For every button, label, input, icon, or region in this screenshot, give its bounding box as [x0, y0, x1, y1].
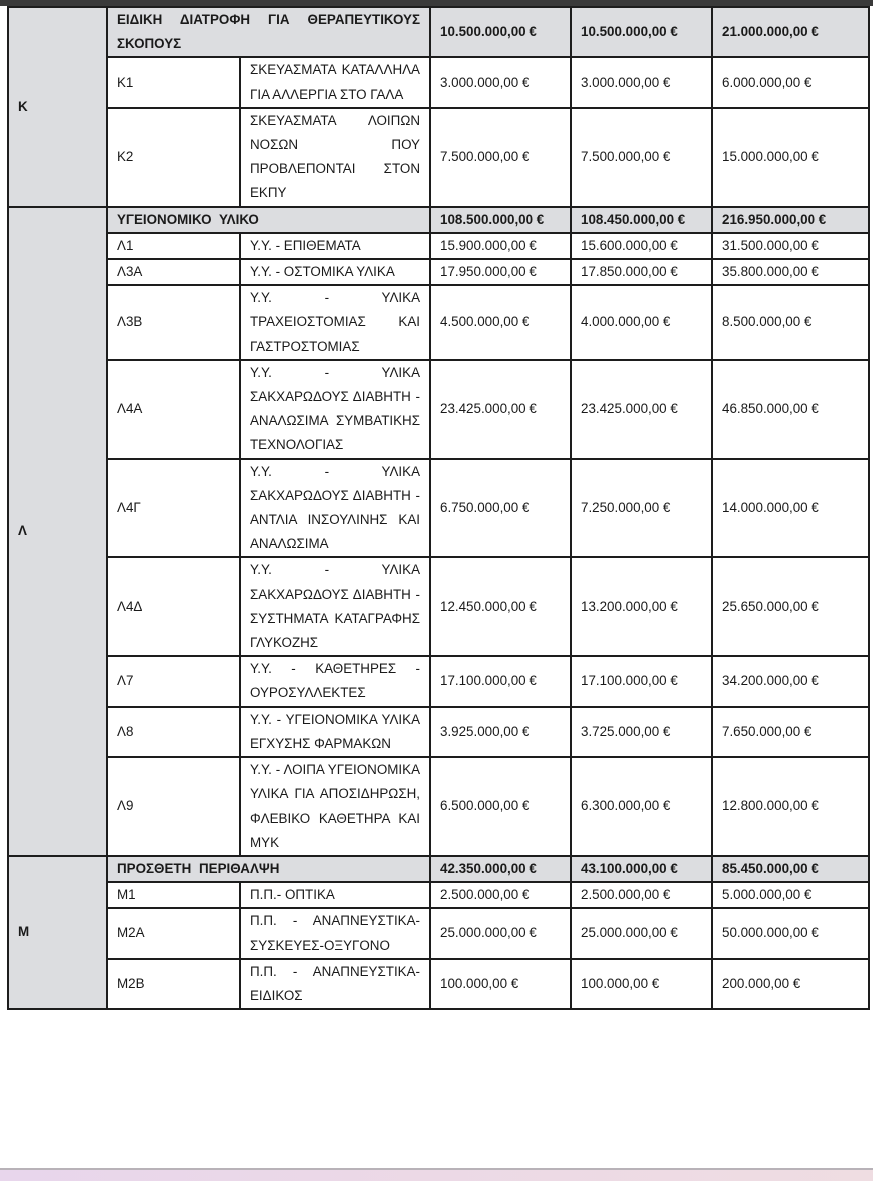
group-total: 216.950.000,00 € [712, 207, 869, 233]
item-code: Μ2Β [107, 959, 240, 1009]
item-description: Υ.Υ. - ΥΛΙΚΑ ΣΑΚΧΑΡΩΔΟΥΣ ΔΙΑΒΗΤΗ - ΣΥΣΤΗΜΑΤΑ ΚΑΤΑΓΡΑΦΗΣ ΓΛΥΚΟΖΗΣ [240, 557, 430, 656]
group-total: 85.450.000,00 € [712, 856, 869, 882]
item-total: 31.500.000,00 € [712, 233, 869, 259]
table-row [8, 757, 869, 856]
group-value-2: 108.450.000,00 € [571, 207, 712, 233]
item-value-1: 3.000.000,00 € [430, 57, 571, 107]
table-row [8, 959, 869, 1009]
item-code: Μ2Α [107, 908, 240, 958]
item-value-2: 2.500.000,00 € [571, 882, 712, 908]
group-code-cell: Κ [8, 7, 107, 207]
table-row [8, 259, 869, 285]
group-value-2: 43.100.000,00 € [571, 856, 712, 882]
item-code: Λ4Α [107, 360, 240, 459]
group-value-1: 42.350.000,00 € [430, 856, 571, 882]
item-description: Π.Π. - ΑΝΑΠΝΕΥΣΤΙΚΑ-ΕΙΔΙΚΟΣ [240, 959, 430, 1009]
table-row [8, 360, 869, 459]
item-value-2: 23.425.000,00 € [571, 360, 712, 459]
table-row [8, 459, 869, 558]
item-value-1: 7.500.000,00 € [430, 108, 571, 207]
item-description: Π.Π. - ΑΝΑΠΝΕΥΣΤΙΚΑ-ΣΥΣΚΕΥΕΣ-ΟΞΥΓΟΝΟ [240, 908, 430, 958]
item-value-2: 25.000.000,00 € [571, 908, 712, 958]
group-value-2: 10.500.000,00 € [571, 7, 712, 57]
item-value-1: 17.100.000,00 € [430, 656, 571, 706]
item-value-2: 7.250.000,00 € [571, 459, 712, 558]
item-value-2: 100.000,00 € [571, 959, 712, 1009]
page-edge-background [0, 1168, 873, 1181]
item-code: Λ4Δ [107, 557, 240, 656]
item-value-1: 3.925.000,00 € [430, 707, 571, 757]
item-total: 5.000.000,00 € [712, 882, 869, 908]
group-code-cell: Μ [8, 856, 107, 1009]
table-row [8, 233, 869, 259]
item-total: 12.800.000,00 € [712, 757, 869, 856]
item-description: ΣΚΕΥΑΣΜΑΤΑ ΛΟΙΠΩΝ ΝΟΣΩΝ ΠΟΥ ΠΡΟΒΛΕΠΟΝΤΑΙ ΣΤΟΝ ΕΚΠΥ [240, 108, 430, 207]
table-row [8, 908, 869, 958]
group-value-1: 108.500.000,00 € [430, 207, 571, 233]
group-header-row [8, 856, 869, 882]
item-total: 35.800.000,00 € [712, 259, 869, 285]
item-code: Λ7 [107, 656, 240, 706]
table-row [8, 656, 869, 706]
item-description: Υ.Υ. - ΕΠΙΘΕΜΑΤΑ [240, 233, 430, 259]
item-value-2: 17.100.000,00 € [571, 656, 712, 706]
item-description: Υ.Υ. - ΥΛΙΚΑ ΣΑΚΧΑΡΩΔΟΥΣ ΔΙΑΒΗΤΗ - ΑΝΤΛΙΑ ΙΝΣΟΥΛΙΝΗΣ ΚΑΙ ΑΝΑΛΩΣΙΜΑ [240, 459, 430, 558]
item-value-2: 3.725.000,00 € [571, 707, 712, 757]
item-total: 34.200.000,00 € [712, 656, 869, 706]
table-row [8, 108, 869, 207]
item-description: Υ.Υ. - ΥΓΕΙΟΝΟΜΙΚΑ ΥΛΙΚΑ ΕΓΧΥΣΗΣ ΦΑΡΜΑΚΩΝ [240, 707, 430, 757]
item-value-1: 4.500.000,00 € [430, 285, 571, 360]
group-header-row [8, 207, 869, 233]
item-value-1: 25.000.000,00 € [430, 908, 571, 958]
table-row [8, 882, 869, 908]
item-total: 50.000.000,00 € [712, 908, 869, 958]
group-title: ΕΙΔΙΚΗ ΔΙΑΤΡΟΦΗ ΓΙΑ ΘΕΡΑΠΕΥΤΙΚΟΥΣ ΣΚΟΠΟΥΣ [107, 7, 430, 57]
group-title: ΥΓΕΙΟΝΟΜΙΚΟ ΥΛΙΚΟ [107, 207, 430, 233]
group-code-cell: Λ [8, 207, 107, 856]
group-value-1: 10.500.000,00 € [430, 7, 571, 57]
item-value-1: 12.450.000,00 € [430, 557, 571, 656]
item-code: Λ8 [107, 707, 240, 757]
item-code: Μ1 [107, 882, 240, 908]
item-description: Π.Π.- ΟΠΤΙΚΑ [240, 882, 430, 908]
group-title: ΠΡΟΣΘΕΤΗ ΠΕΡΙΘΑΛΨΗ [107, 856, 430, 882]
item-value-1: 17.950.000,00 € [430, 259, 571, 285]
item-code: Κ1 [107, 57, 240, 107]
item-total: 15.000.000,00 € [712, 108, 869, 207]
table-row [8, 557, 869, 656]
item-value-1: 100.000,00 € [430, 959, 571, 1009]
group-header-row [8, 7, 869, 57]
item-description: Υ.Υ. - ΚΑΘΕΤΗΡΕΣ - ΟΥΡΟΣΥΛΛΕΚΤΕΣ [240, 656, 430, 706]
budget-table [7, 6, 870, 1010]
item-value-2: 15.600.000,00 € [571, 233, 712, 259]
item-description: Υ.Υ. - ΥΛΙΚΑ ΣΑΚΧΑΡΩΔΟΥΣ ΔΙΑΒΗΤΗ - ΑΝΑΛΩΣΙΜΑ ΣΥΜΒΑΤΙΚΗΣ ΤΕΧΝΟΛΟΓΙΑΣ [240, 360, 430, 459]
item-total: 14.000.000,00 € [712, 459, 869, 558]
item-total: 46.850.000,00 € [712, 360, 869, 459]
item-code: Λ1 [107, 233, 240, 259]
item-total: 6.000.000,00 € [712, 57, 869, 107]
item-value-2: 4.000.000,00 € [571, 285, 712, 360]
item-total: 200.000,00 € [712, 959, 869, 1009]
item-value-2: 3.000.000,00 € [571, 57, 712, 107]
table-row [8, 707, 869, 757]
item-value-1: 2.500.000,00 € [430, 882, 571, 908]
item-value-1: 15.900.000,00 € [430, 233, 571, 259]
group-total: 21.000.000,00 € [712, 7, 869, 57]
item-value-2: 6.300.000,00 € [571, 757, 712, 856]
item-code: Κ2 [107, 108, 240, 207]
table-row [8, 285, 869, 360]
item-code: Λ3Β [107, 285, 240, 360]
item-description: Υ.Υ. - ΛΟΙΠΑ ΥΓΕΙΟΝΟΜΙΚΑ ΥΛΙΚΑ ΓΙΑ ΑΠΟΣΙΔΗΡΩΣΗ, ΦΛΕΒΙΚΟ ΚΑΘΕΤΗΡΑ ΚΑΙ ΜΥΚ [240, 757, 430, 856]
item-value-1: 23.425.000,00 € [430, 360, 571, 459]
item-code: Λ3Α [107, 259, 240, 285]
item-description: Υ.Υ. - ΟΣΤΟΜΙΚΑ ΥΛΙΚΑ [240, 259, 430, 285]
table-row [8, 57, 869, 107]
item-code: Λ4Γ [107, 459, 240, 558]
item-total: 8.500.000,00 € [712, 285, 869, 360]
item-code: Λ9 [107, 757, 240, 856]
item-value-2: 13.200.000,00 € [571, 557, 712, 656]
item-description: ΣΚΕΥΑΣΜΑΤΑ ΚΑΤΑΛΛΗΛΑ ΓΙΑ ΑΛΛΕΡΓΙΑ ΣΤΟ ΓΑΛΑ [240, 57, 430, 107]
item-value-1: 6.500.000,00 € [430, 757, 571, 856]
item-value-1: 6.750.000,00 € [430, 459, 571, 558]
item-value-2: 17.850.000,00 € [571, 259, 712, 285]
item-value-2: 7.500.000,00 € [571, 108, 712, 207]
item-total: 7.650.000,00 € [712, 707, 869, 757]
item-description: Υ.Υ. - ΥΛΙΚΑ ΤΡΑΧΕΙΟΣΤΟΜΙΑΣ ΚΑΙ ΓΑΣΤΡΟΣΤΟΜΙΑΣ [240, 285, 430, 360]
item-total: 25.650.000,00 € [712, 557, 869, 656]
